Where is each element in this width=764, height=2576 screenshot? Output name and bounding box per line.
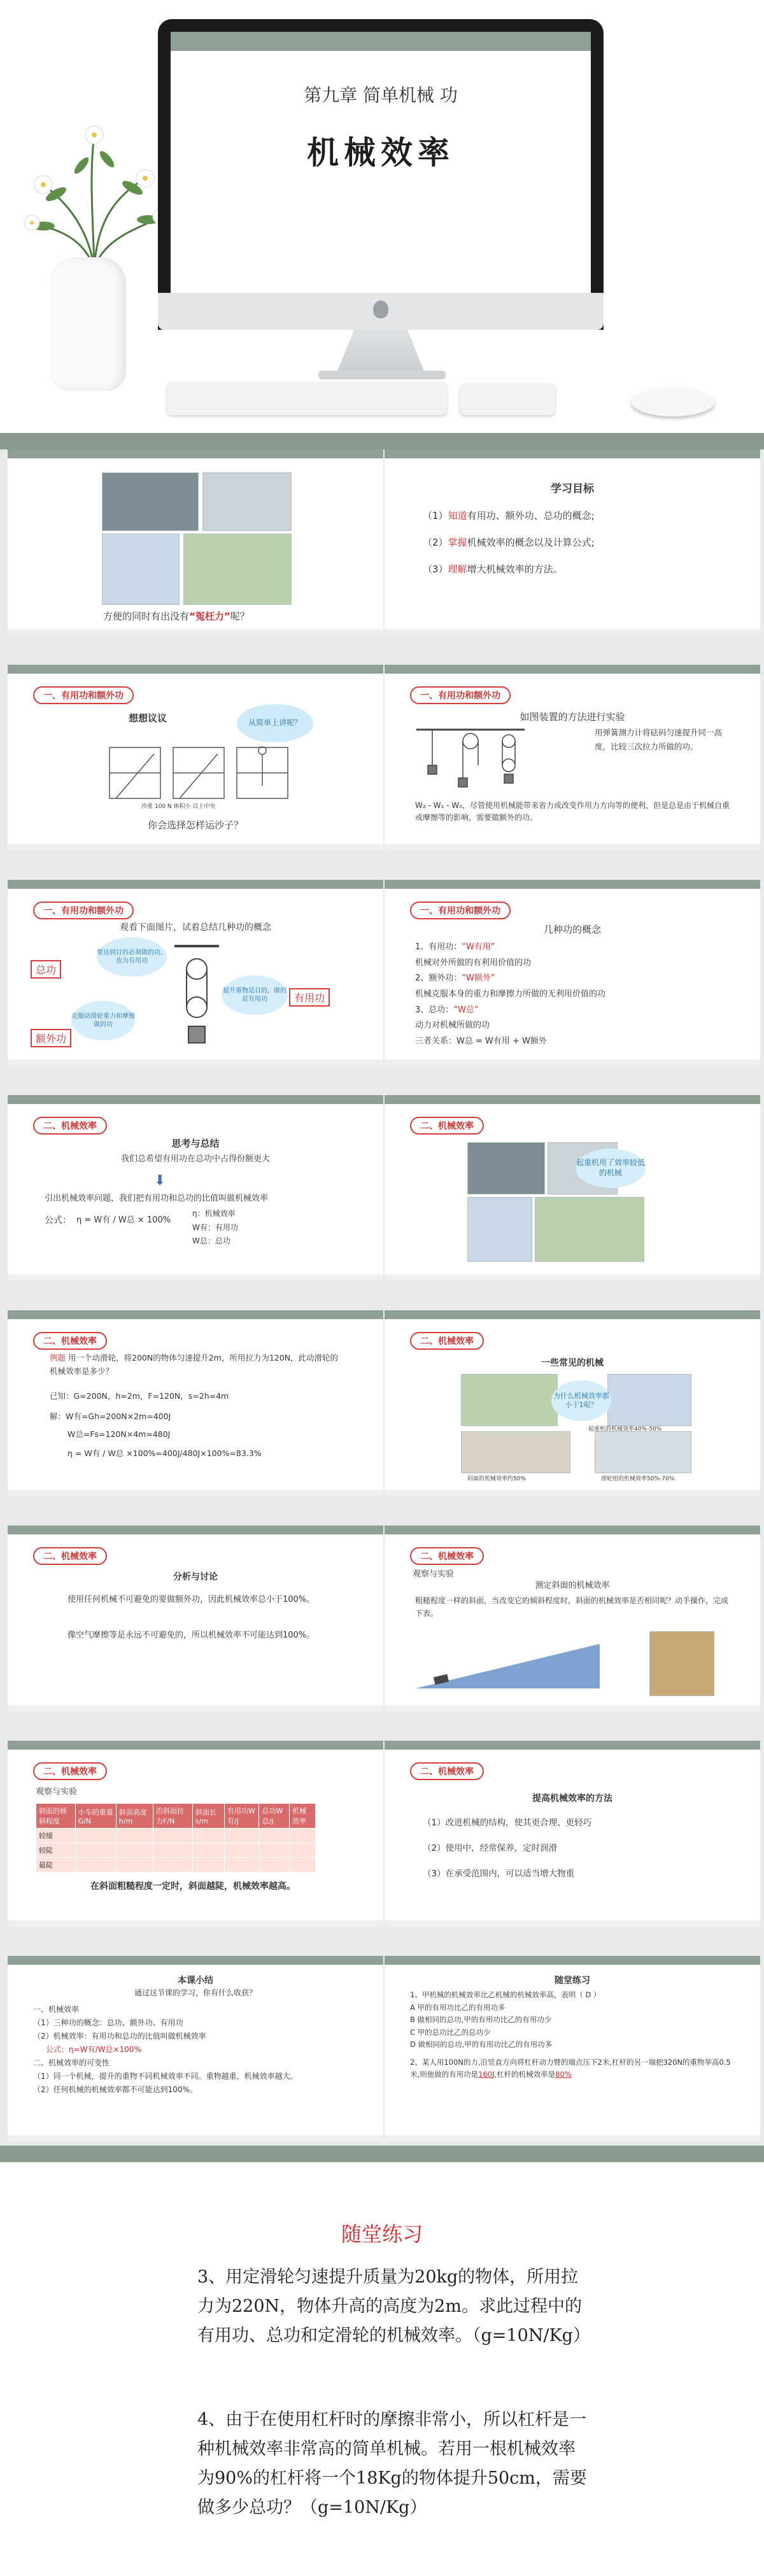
- section-tag: 一、有用功和额外功: [33, 902, 134, 919]
- analysis-paragraph: 使用任何机械不可避免的要做额外功，因此机械效率总小于100%。: [67, 1595, 315, 1604]
- speech-bubble: 从简单上讲呢？: [237, 704, 313, 742]
- efficiency-formula: η = W有 / W总 × 100%: [76, 1215, 171, 1225]
- slide-work-definitions: [385, 880, 760, 1066]
- method-item: （3）在承受范围内，可以适当增大物重: [423, 1869, 575, 1879]
- photo-lever: [535, 1197, 644, 1262]
- final-practice-section: [0, 2162, 764, 2576]
- mouse-decoration: [632, 388, 714, 416]
- slide-slope-experiment: [385, 1525, 760, 1711]
- machine-caption: 起重机的机械效率40%-50%: [588, 1426, 662, 1433]
- slide-useful-work-discuss: [8, 665, 383, 851]
- experiment-table: [36, 1803, 316, 1872]
- building-diagram: [103, 735, 294, 811]
- slide-title: 观看下面图片，试着总结几种功的概念: [120, 923, 271, 933]
- arrow-down-icon: ⬇: [154, 1173, 166, 1189]
- slide-title: 分析与讨论: [173, 1572, 218, 1582]
- section-tag: 二、机械效率: [33, 1117, 107, 1135]
- photo-pulley-block: [595, 1431, 691, 1473]
- slide-subtitle: 观察与实验: [413, 1569, 455, 1579]
- slide-title: 随堂练习: [555, 1976, 590, 1986]
- table-row: 较缓: [36, 1829, 316, 1843]
- slide-analysis: [8, 1525, 383, 1711]
- method-item: （1）改进机械的结构，使其更合理、更轻巧: [423, 1818, 592, 1828]
- slide-subtitle: 观察与实验: [36, 1787, 78, 1797]
- slide-practice: [385, 1956, 760, 2142]
- section-tag: 二、机械效率: [410, 1117, 484, 1135]
- slide-intro: [8, 449, 383, 635]
- photo-machine: [102, 472, 199, 531]
- definition-list: 1、有用功：“W有用” 机械对外所做的有利用价值的功 2、额外功：“W额外” 机械克服本身的重力和摩擦力所做的无利用价值的功 3、总功：“W总” 动力对机械所做的功 三者关系：W总 = W有用 + W额外: [415, 940, 605, 1050]
- experiment-formula: W₂ - W₁ - W₀，尽管使用机械能带来省力或改变作用力方向等的便利，但是总是由于机械自重或摩擦等的影响，需要做额外的功。: [415, 801, 730, 823]
- slide-subtitle: 通过这节课的学习，你有什么收获？: [134, 1988, 257, 1997]
- summary-line: 引出机械效率问题，我们把有用功和总功的比值叫做机械效率: [45, 1194, 269, 1203]
- experiment-desc: 粗糙程度一样的斜面，当改变它的倾斜程度时，斜面的机械效率是否相同呢？动手操作，完成下表。: [415, 1596, 729, 1618]
- goal-item: （3）理解增大机械效率的方法。: [423, 563, 563, 575]
- label-extra-work: 额外功: [31, 1029, 71, 1047]
- page-title: 机械效率: [307, 134, 455, 171]
- section-tag: 一、有用功和额外功: [410, 686, 511, 704]
- photo-machine: [467, 1142, 545, 1194]
- section-divider: [0, 2146, 764, 2162]
- slide-title: 如图装置的方法进行实验: [520, 711, 625, 723]
- apple-logo-icon: [373, 301, 388, 318]
- slide-title: 本课小结: [178, 1976, 213, 1986]
- goal-item: （1）知道有用功、额外功、总功的概念;: [423, 510, 595, 521]
- slide-title: 思考与总结: [171, 1138, 220, 1149]
- speech-bubble: 起重机用了效率较低的机械: [576, 1149, 646, 1188]
- vase-decoration: [50, 257, 126, 391]
- slide-experiment-table: [8, 1741, 383, 1927]
- table-row: 较陡: [36, 1843, 316, 1858]
- pulley-icon: [174, 944, 219, 1052]
- table-header-row: 斜面的倾斜程度 小车的重量G/N 斜面高度h/m 沿斜面拉力F/N 斜面长s/m 有用功W有/J 总功W总/J 机械效率: [36, 1804, 316, 1829]
- section-tag: 二、机械效率: [410, 1762, 484, 1780]
- slide-lesson-summary: [8, 1956, 383, 2142]
- slide-caption: 方便的同时有出没有“冤枉力”呢？: [103, 611, 250, 622]
- monitor-base: [318, 371, 446, 379]
- analysis-paragraph: 像空气摩擦等是永远不可避免的，所以机械效率不可能达到100%。: [67, 1631, 315, 1640]
- slide-title: 提高机械效率的方法: [532, 1794, 612, 1804]
- photo-machine: [461, 1374, 558, 1426]
- photo-pulley: [102, 534, 180, 605]
- goal-item: （2）掌握机械效率的概念以及计算公式;: [423, 537, 595, 548]
- bubble-extra: 克服动滑轮重力和摩擦做的功: [71, 1001, 135, 1040]
- table-conclusion: 在斜面粗糙程度一定时，斜面越陡，机械效率越高。: [90, 1881, 295, 1892]
- slide-efficiency-images: [385, 1095, 760, 1281]
- example-step: 解：W有=Gh=200N×2m=400J: [50, 1412, 171, 1421]
- slide-subtitle: 想想议议: [129, 712, 167, 724]
- example-step: W总=Fs=120N×4m=480J: [67, 1429, 171, 1439]
- machine-caption: 斜面的机械效率约50%: [467, 1476, 527, 1482]
- monitor-stand: [336, 330, 425, 374]
- section-divider: [0, 433, 764, 449]
- example-problem: 例题 用一个动滑轮，将200N的物体匀速提升2m，所用拉力为120N，此动滑轮的机械效率是多少？: [50, 1353, 339, 1376]
- practice-title: 随堂练习: [341, 2222, 423, 2246]
- photo-pulley: [467, 1197, 532, 1262]
- example-step: η = W有 / W总 ×100%=400J/480J×100%=83.3%: [67, 1448, 262, 1458]
- slide-example: [8, 1310, 383, 1496]
- slide-work-concepts-image: [8, 880, 383, 1066]
- slide-experiment: [385, 665, 760, 851]
- slide-caption: 你会选择怎样运沙子？: [147, 819, 243, 831]
- practice-question-4: 4、由于在使用杠杆时的摩擦非常小，所以杠杆是一种机械效率非常高的简单机械。若用一根机械效率为90%的杠杆将一个18Kg的物体提升50cm，需要做多少总功？（g=10N/Kg）: [197, 2410, 587, 2517]
- keyboard-decoration: [167, 382, 447, 415]
- practice-question: 1、甲机械的机械效率比乙机械的机械效率高，表明（ D ） A 甲的有用功比乙的有用功多 B 做相同的总功,甲的有用功比乙的有用功少 C 甲的总功比乙的总功少 D 做相同的总功,甲的有用功比乙的有用功多 2、某人用100N的力,沿竖直方向将杠杆动力臂的端点压下2米,杠杆的另一端把320N的重物举高0.5米,则他做的有用功是160J,杠杆的机械效率是80%: [410, 1990, 731, 2079]
- work-relation: 三者关系：W总 = W有用 + W额外: [415, 1037, 547, 1047]
- section-tag: 二、机械效率: [33, 1762, 107, 1780]
- pulley-diagram: [416, 727, 525, 797]
- formula-legend: η：机械效率 W有：有用功 W总：总功: [192, 1209, 238, 1246]
- label-total-work: 总功: [31, 960, 61, 979]
- slope-diagram: [415, 1631, 606, 1695]
- practice-question-3: 3、用定滑轮匀速提升质量为20kg的物体，所用拉力为220N，物体升高的高度为2m。求此过程中的有用功、总功和定滑轮的机械效率。（g=10N/Kg）: [197, 2267, 590, 2346]
- method-item: （2）使用中，经常保养，定时润滑: [423, 1843, 558, 1853]
- trackpad-decoration: [460, 383, 555, 415]
- section-tag: 二、机械效率: [33, 1547, 107, 1565]
- slide-title: 一些常见的机械: [541, 1358, 604, 1368]
- slide-title: 几种功的概念: [543, 924, 601, 935]
- bubble-useful: 提升重物是目的，做的是有用功: [222, 975, 288, 1015]
- slide-title: 测定斜面的机械效率: [535, 1581, 610, 1590]
- section-tag: 一、有用功和额外功: [33, 686, 134, 704]
- hero-section: [0, 0, 764, 433]
- section-tag: 一、有用功和额外功: [410, 902, 511, 919]
- experiment-desc: 用弹簧测力计将砝码匀速提升同一高度，比较三次拉力所做的功。: [595, 728, 723, 751]
- table-row: 最陡: [36, 1858, 316, 1872]
- screen-header-bar: [171, 32, 591, 51]
- summary-line: 我们总希望有用功在总功中占得份额更大: [120, 1154, 270, 1164]
- example-known: 已知：G=200N，h=2m，F=120N，s=2h=4m: [50, 1391, 229, 1401]
- summary-list: 一、机械效率 （1）三种功的概念：总功、额外功、有用功 （2）机械效率：有用功和总功的比值叫做机械效率 公式：η=W有/W总×100% 二、机械效率的可变性 （1）同一个机械，提升的重物不同机械效率不同。重物越重，机械效率越大。 （2）任何机械的机械效率都不可能达到100%。: [33, 2005, 298, 2094]
- photo-worker: [202, 472, 292, 531]
- machine-caption: 滑轮组的机械效率50%-70%: [601, 1476, 675, 1482]
- slide-improve-efficiency: [385, 1741, 760, 1927]
- photo-lever: [183, 534, 292, 605]
- plant-decoration: [18, 121, 171, 267]
- label-useful-work: 有用功: [289, 988, 330, 1007]
- slide-goals: [385, 449, 760, 635]
- section-tag: 二、机械效率: [33, 1332, 107, 1350]
- section-tag: 二、机械效率: [410, 1547, 484, 1565]
- slide-efficiency-summary: [8, 1095, 383, 1281]
- goals-heading: 学习目标: [551, 483, 594, 495]
- bubble-total: 要达到目的必须做的功，也为有用功: [97, 937, 167, 977]
- svg-text:沙重 100 N 体积小 以上中央: 沙重 100 N 体积小 以上中央: [141, 803, 216, 810]
- section-tag: 二、机械效率: [410, 1332, 484, 1350]
- chapter-label: 第九章 简单机械 功: [304, 85, 458, 106]
- photo-ruler: [649, 1631, 714, 1696]
- photo-crane: [607, 1374, 691, 1426]
- slide-common-machines: [385, 1310, 760, 1496]
- formula-label: 公式：: [45, 1215, 71, 1226]
- speech-bubble: 为什么机械效率都小于1呢？: [551, 1380, 611, 1421]
- photo-slope: [461, 1431, 570, 1473]
